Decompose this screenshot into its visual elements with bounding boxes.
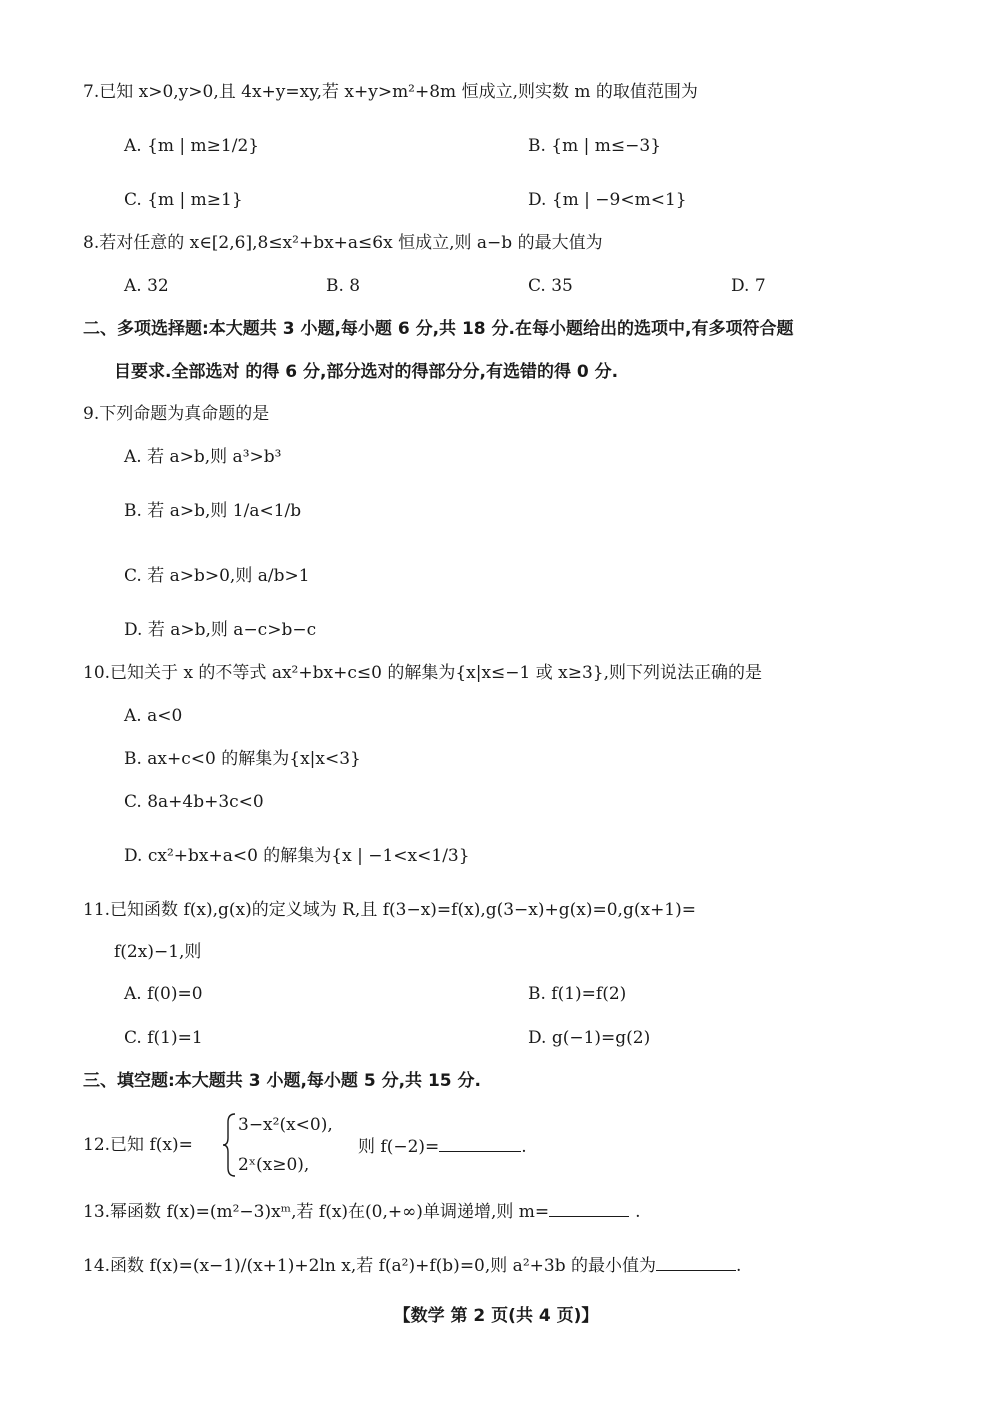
question-8-option-c: C. 35: [528, 276, 573, 296]
question-13-end: .: [635, 1202, 641, 1222]
question-10-option-d: D. cx²+bx+a<0 的解集为{x | −1<x<1/3}: [124, 846, 470, 866]
question-9-stem: 9.下列命题为真命题的是: [83, 404, 270, 424]
question-7-option-d: D. {m | −9<m<1}: [528, 190, 687, 210]
question-12-suffix-text: 则 f(−2)=: [358, 1137, 440, 1157]
question-10-stem: 10.已知关于 x 的不等式 ax²+bx+c≤0 的解集为{x|x≤−1 或 x≥3},则下列说法正确的是: [83, 663, 763, 683]
question-11-option-c: C. f(1)=1: [124, 1028, 203, 1048]
question-11-option-b: B. f(1)=f(2): [528, 984, 627, 1004]
question-8-stem: 8.若对任意的 x∈[2,6],8≤x²+bx+a≤6x 恒成立,则 a−b 的最大值为: [83, 233, 603, 253]
question-8-option-b: B. 8: [326, 276, 361, 296]
question-12-prefix: 12.已知 f(x)=: [83, 1135, 193, 1155]
question-12-case-2: 2ˣ(x≥0),: [238, 1155, 310, 1175]
answer-blank-14[interactable]: [656, 1256, 736, 1271]
section-3-heading: 三、填空题:本大题共 3 小题,每小题 5 分,共 15 分.: [83, 1071, 481, 1091]
question-10-option-a: A. a<0: [124, 706, 183, 726]
section-2-heading-line2: 目要求.全部选对 的得 6 分,部分选对的得部分分,有选错的得 0 分.: [114, 362, 619, 382]
answer-blank-12[interactable]: [439, 1137, 521, 1152]
question-11-option-a: A. f(0)=0: [124, 984, 203, 1004]
piecewise-brace: [222, 1112, 238, 1178]
question-9-option-b: B. 若 a>b,则 1/a<1/b: [124, 501, 302, 521]
question-10-option-c: C. 8a+4b+3c<0: [124, 792, 264, 812]
question-13: [83, 1202, 641, 1221]
question-11-stem-line1: 11.已知函数 f(x),g(x)的定义域为 R,且 f(3−x)=f(x),g(3−x)+g(x)=0,g(x+1)=: [83, 900, 697, 920]
question-9-option-d: D. 若 a>b,则 a−c>b−c: [124, 620, 317, 640]
question-14-end: .: [735, 1256, 742, 1276]
question-7-option-a: A. {m | m≥1/2}: [124, 136, 260, 156]
answer-blank-13[interactable]: [549, 1202, 629, 1217]
question-11-option-d: D. g(−1)=g(2): [528, 1028, 651, 1048]
question-13-stem: 13.幂函数 f(x)=(m²−3)xᵐ,若 f(x)在(0,+∞)单调递增,则 m=: [83, 1202, 550, 1222]
question-8-option-d: D. 7: [731, 276, 766, 296]
question-9-option-c: C. 若 a>b>0,则 a/b>1: [124, 566, 310, 586]
page-footer: 【数学 第 2 页(共 4 页)】: [393, 1306, 599, 1326]
section-2-heading-line1: 二、多项选择题:本大题共 3 小题,每小题 6 分,共 18 分.在每小题给出的选项中,有多项符合题: [83, 319, 794, 339]
question-7-option-b: B. {m | m≤−3}: [528, 136, 662, 156]
question-10-option-b: B. ax+c<0 的解集为{x|x<3}: [124, 749, 361, 769]
question-14: [83, 1256, 741, 1275]
question-7-stem: 7.已知 x>0,y>0,且 4x+y=xy,若 x+y>m²+8m 恒成立,则实数 m 的取值范围为: [83, 82, 698, 102]
question-12-end: .: [521, 1137, 527, 1157]
question-8-option-a: A. 32: [124, 276, 169, 296]
question-7-option-c: C. {m | m≥1}: [124, 190, 243, 210]
question-14-stem: 14.函数 f(x)=(x−1)/(x+1)+2ln x,若 f(a²)+f(b)=0,则 a²+3b 的最小值为: [83, 1256, 656, 1276]
question-12-suffix: [358, 1137, 527, 1156]
question-12-case-1: 3−x²(x<0),: [238, 1115, 333, 1135]
question-9-option-a: A. 若 a>b,则 a³>b³: [124, 447, 282, 467]
question-11-stem-line2: f(2x)−1,则: [114, 942, 202, 962]
